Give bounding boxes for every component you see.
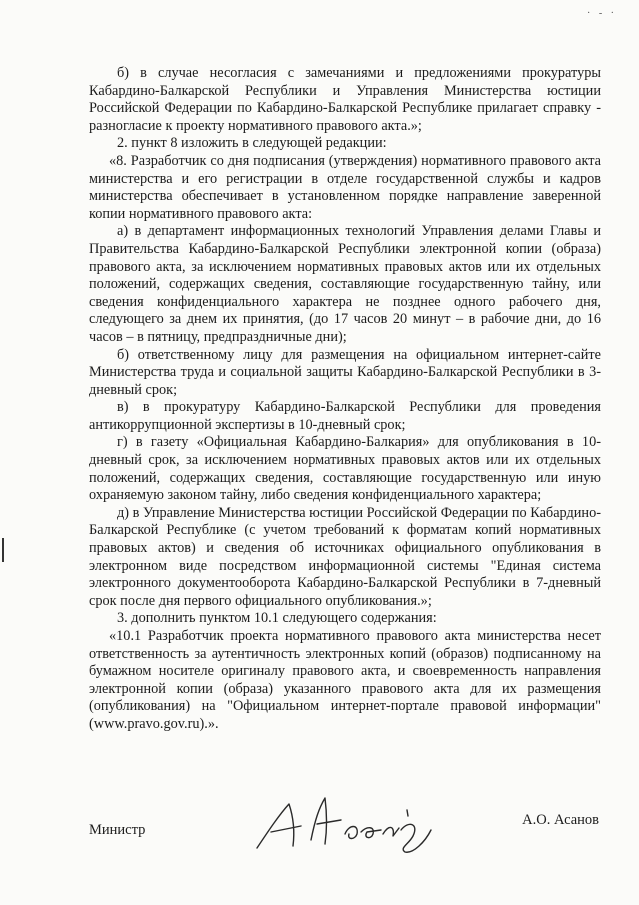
paragraph-point-8: «8. Разработчик со дня подписания (утверждения) нормативного правового акта министерства и его регистрации в отделе государственной службы и кадров министерства обеспечивает в установленном порядке направление заверенной копии нормативного правового акта: [89,152,601,222]
paragraph-b-disagreement: б) в случае несогласия с замечаниями и предложениями прокуратуры Кабардино-Балкарской Республики и Управления Министерства юстиции Российской Федерации по Кабардино-Балкарской Республике прилагает справку - разногласие к проекту нормативного правового акта.»; [89,65,601,134]
paragraph-d: д) в Управление Министерства юстиции Российской Федерации по Кабардино-Балкарской Республике (с учетом требований к форматам копий нормативных правовых актов) и сведения об источниках официального опубликования в электронном виде посредством информационной системы "Единая система электронного документооборота Кабардино-Балкарской Республики в 7-дневный срок после дня первого официального опубликования.»; [89,504,601,609]
signatory-name: А.О. Асанов [522,812,599,828]
scan-edge-mark [2,538,4,562]
paragraph-a: а) в департамент информационных технологий Управления делами Главы и Правительства Кабардино-Балкарской Республики электронной копии (образа) правового акта, за исключением нормативных правовых актов или их отдельных положений, содержащих сведения, составляющие государственную тайну, или сведения конфиденциального характера не позднее одного рабочего дня, следующего за днем их принятия, (до 17 часов 20 минут – в рабочие дни, до 16 часов – в пятницу, предпраздничные дни); [89,223,601,345]
handwritten-signature [249,790,449,856]
paragraph-item-2: 2. пункт 8 изложить в следующей редакции: [117,135,387,152]
paragraph-point-10-1: «10.1 Разработчик проекта нормативного правового акта министерства несет ответственность за аутентичность электронных копий (образов) подписанному на бумажном носителе оригиналу правового акта, и своевременность направления электронной копии (образа) указанного правового акта для их размещения (опубликования) на "Официальном интернет-портале правовой информации" (www.pravo.gov.ru).». [89,628,601,732]
signature-block [89,812,599,852]
signatory-role: Министр [89,822,146,838]
paragraph-item-3: 3. дополнить пунктом 10.1 следующего содержания: [117,610,437,627]
scan-artifact: · - · [587,8,617,19]
paragraph-v: в) в прокуратуру Кабардино-Балкарской Республики для проведения антикоррупционной экспертизы в 10-дневный срок; [89,399,601,433]
paragraph-b: б) ответственному лицу для размещения на официальном интернет-сайте Министерства труда и социальной защиты Кабардино-Балкарской Республики в 3-дневный срок; [89,346,601,398]
document-body [89,65,601,734]
paragraph-g: г) в газету «Официальная Кабардино-Балкария» для опубликования в 10-дневный срок, за исключением нормативных правовых актов или их отдельных положений, содержащих сведения, составляющие государственную или иную охраняемую законом тайну, либо сведения конфиденциального характера; [89,434,601,504]
